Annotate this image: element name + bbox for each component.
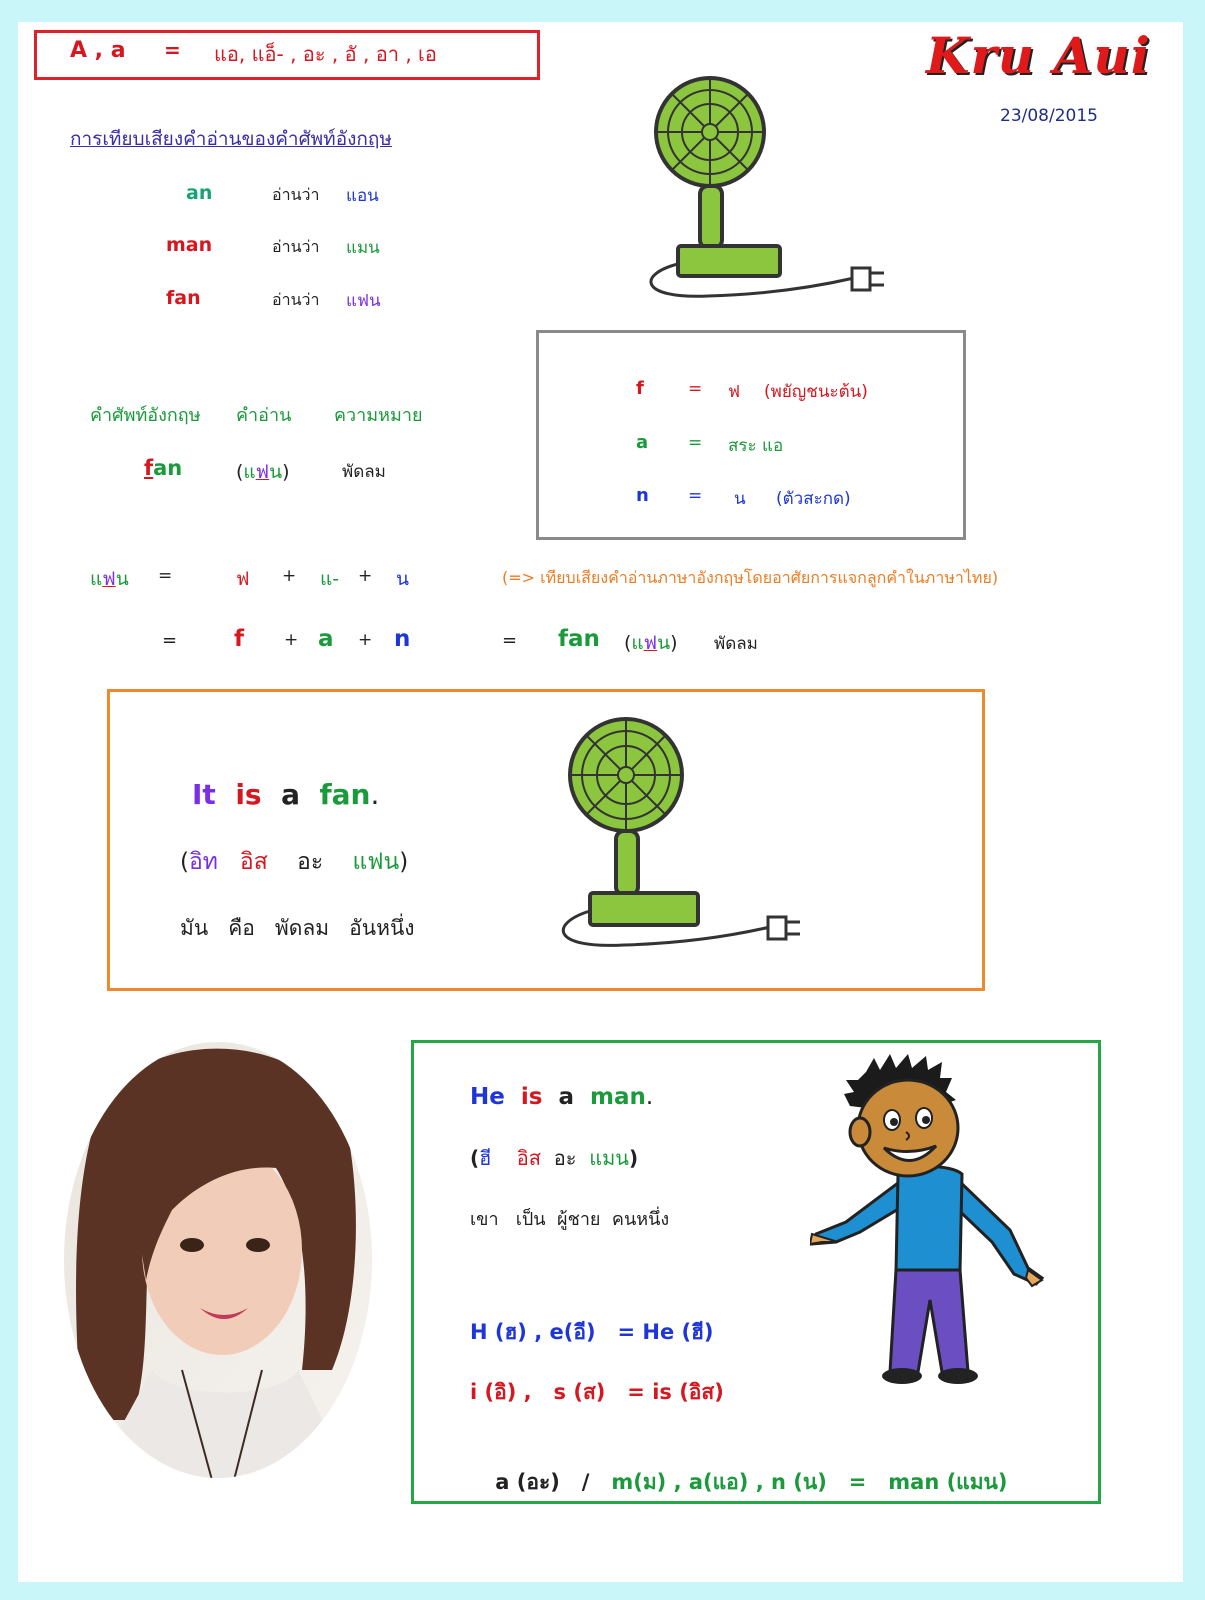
teacher-portrait-photo [62, 1040, 374, 1480]
electric-fan-illustration [638, 74, 898, 304]
equation1-plus: + [282, 566, 297, 586]
equation2-meaning: พัดลม [714, 634, 758, 654]
equation2-result: fan [558, 626, 600, 652]
brand-logo: Kru Aui [926, 26, 1151, 85]
compare-title: การเทียบเสียงคำอ่านของคำศัพท์อังกฤษ [70, 128, 392, 150]
compare-word-fan: fan [166, 287, 201, 309]
equation2-term-n: n [394, 626, 411, 652]
fan-sentence-reading: (อิท อิส อะ แฟน) [180, 849, 409, 875]
breakdown-note-f: (พยัญชนะต้น) [764, 382, 868, 402]
breakdown-eq: = [688, 379, 703, 399]
compare-thai-fan: แฟน [346, 291, 381, 311]
fan-sentence-translation: มัน คือ พัดลม อันหนึ่ง [180, 916, 415, 940]
compare-word-man: man [166, 234, 213, 256]
letter-sounds: แอ, แอ็- , อะ , อั , อา , เอ [214, 42, 437, 66]
equation2-reading: (แฟน) [624, 632, 678, 654]
man-sentence-english: He is a man. [470, 1084, 654, 1110]
man-sentence-reading: (ฮี อิส อะ แมน) [470, 1146, 639, 1170]
equation1-note: (=> เทียบเสียงคำอ่านภาษาอังกฤษโดยอาศัยการแจกลูกคำในภาษาไทย) [502, 568, 999, 587]
equation1-eq: = [158, 566, 173, 586]
equation2-term-f: f [234, 626, 245, 652]
letter-equals: = [164, 38, 181, 62]
fan-sentence-english: It is a fan. [192, 778, 380, 811]
rule-a-man: a (อะ) / m(ม) , a(แอ) , n (น) = man (แมน) [495, 1470, 1008, 1494]
equation1-term-a: แ- [320, 568, 340, 590]
equation1-lhs: แฟน [90, 568, 129, 590]
equation1-term-f: ฟ [236, 568, 250, 590]
rule-is: i (อิ) , s (ส) = is (อิส) [470, 1380, 724, 1404]
equation2-eq2: = [502, 630, 518, 651]
reads-as-label: อ่านว่า [272, 237, 320, 256]
equation2-eq: = [162, 630, 178, 651]
compare-word-an: an [186, 182, 213, 204]
date-label: 23/08/2015 [1000, 106, 1098, 126]
vocab-meaning: พัดลม [342, 462, 386, 482]
breakdown-eq: = [688, 433, 703, 453]
breakdown-eq: = [688, 486, 703, 506]
breakdown-thai-a: สระ แอ [728, 436, 784, 456]
breakdown-note-n: (ตัวสะกด) [776, 489, 851, 509]
vocab-col-meaning: ความหมาย [334, 405, 423, 426]
electric-fan-illustration [554, 715, 814, 955]
rule-he: H (ฮ) , e(อี) = He (ฮี) [470, 1320, 714, 1344]
reads-as-label: อ่านว่า [272, 185, 320, 204]
reads-as-label: อ่านว่า [272, 290, 320, 309]
letter-label: A , a [70, 38, 126, 63]
equation2-plus: + [284, 630, 299, 650]
compare-thai-man: แมน [346, 238, 380, 258]
equation2-plus: + [358, 630, 373, 650]
worksheet-page [18, 22, 1183, 1582]
vocab-reading: (แฟน) [236, 461, 290, 483]
equation1-plus: + [358, 566, 373, 586]
breakdown-letter-a: a [636, 432, 649, 453]
breakdown-letter-n: n [636, 485, 649, 506]
breakdown-thai-f: ฟ [728, 382, 741, 402]
man-sentence-translation: เขา เป็น ผู้ชาย คนหนึ่ง [470, 1209, 670, 1230]
compare-thai-an: แอน [346, 186, 379, 206]
vocab-col-word: คำศัพท์อังกฤษ [90, 405, 201, 426]
vocab-word-fan: fan [144, 456, 183, 480]
equation1-term-n: น [396, 568, 409, 590]
vocab-col-reading: คำอ่าน [236, 405, 292, 426]
breakdown-thai-n: น [734, 489, 746, 509]
breakdown-letter-f: f [636, 378, 644, 399]
fan-sentence-box [107, 689, 985, 991]
equation2-term-a: a [318, 626, 334, 652]
boy-cartoon-illustration [810, 1052, 1050, 1388]
